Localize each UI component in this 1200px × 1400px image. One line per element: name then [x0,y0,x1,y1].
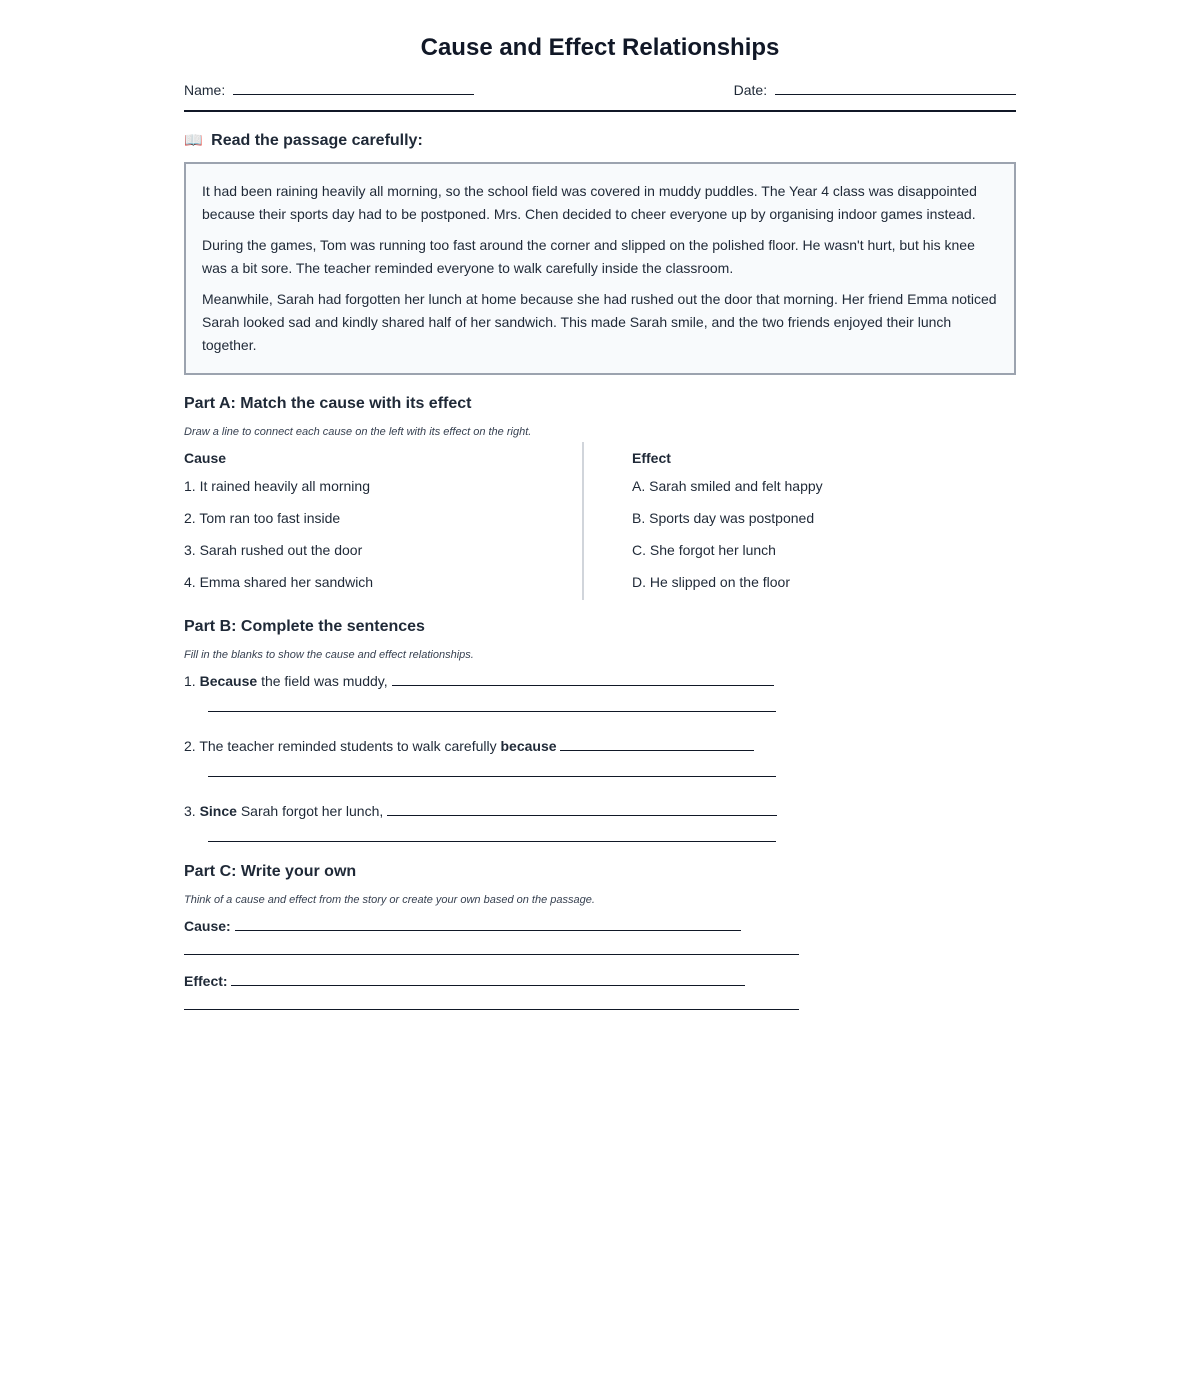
sentence-text [184,801,1016,821]
sentence-stem: the field was muddy, [261,673,388,689]
effect-item[interactable]: C. She forgot her lunch [632,542,776,558]
name-date-row [184,78,1016,112]
effect-item[interactable]: B. Sports day was postponed [632,510,815,526]
cause-item[interactable]: 4. Emma shared her sandwich [184,574,374,590]
passage-paragraph: Meanwhile, Sarah had forgotten her lunch at home because she had rushed out the door that morning. Her friend Emma noticed Sarah looked sad and kindly shared half of her sandwich. This made Sarah smile, and the two friends enjoyed their lunch together. [202,291,997,353]
cause-write-row [184,916,1016,936]
sentence-item-3 [184,801,1016,842]
part-b-instructions: Fill in the blanks to show the cause and effect relationships. [184,649,474,661]
sentence-blank[interactable] [560,736,754,751]
sentence-blank[interactable] [387,801,777,816]
sentence-connective: because [500,738,557,754]
sentence-stem: The teacher reminded students to walk carefully [199,738,497,754]
cause-column [184,442,584,600]
passage-box [184,162,1016,375]
name-field[interactable] [184,78,474,100]
effect-write-label: Effect: [184,973,228,989]
sentence-text [184,671,1016,691]
part-a-heading: Part A: Match the cause with its effect [184,395,472,412]
name-label: Name: [184,82,226,98]
date-label: Date: [733,82,768,98]
sentence-connective: Since [199,803,237,819]
part-c-instructions: Think of a cause and effect from the story or create your own based on the passage. [184,894,595,906]
sentence-number: 2. [184,738,196,754]
name-blank[interactable] [233,78,474,95]
answer-line[interactable] [208,841,776,842]
cause-item[interactable]: 3. Sarah rushed out the door [184,542,363,558]
sentence-stem: Sarah forgot her lunch, [240,803,384,819]
cause-write-blank[interactable] [235,916,741,931]
worksheet [184,0,1016,1010]
effect-header: Effect [632,450,671,466]
answer-line[interactable] [208,711,776,712]
effect-write-blank[interactable] [231,971,745,986]
sentence-blank[interactable] [392,671,774,686]
book-icon: 📖 [184,132,203,149]
answer-line[interactable] [208,776,776,777]
effect-write-line[interactable] [184,1009,799,1010]
cause-item[interactable]: 1. It rained heavily all morning [184,478,370,494]
read-heading [184,130,1016,152]
sentence-number: 3. [184,803,196,819]
read-heading-text: Read the passage carefully: [211,132,423,149]
matching-table [184,442,1016,600]
passage-paragraph: During the games, Tom was running too fast around the corner and slipped on the polished floor. He wasn't hurt, but his knee was a bit sore. The teacher reminded everyone to walk carefully inside the classroom. [202,237,975,276]
sentence-number: 1. [184,673,196,689]
cause-write-line[interactable] [184,954,799,955]
page-title: Cause and Effect Relationships [420,34,780,61]
date-blank[interactable] [775,78,1016,95]
cause-write-label: Cause: [184,918,231,934]
sentence-text [184,736,1016,756]
sentence-item-2 [184,736,1016,777]
part-c-heading: Part C: Write your own [184,863,357,880]
effect-item[interactable]: D. He slipped on the floor [632,574,790,590]
part-a-instructions: Draw a line to connect each cause on the left with its effect on the right. [184,426,532,438]
passage-paragraph: It had been raining heavily all morning, so the school field was covered in muddy puddles. The Year 4 class was disappointed because their sports day had to be postponed. Mrs. Chen decided to cheer everyone up by organising indoor games instead. [202,183,977,222]
effect-write-row [184,971,1016,991]
date-field[interactable] [734,78,1016,100]
sentence-connective: Because [199,673,258,689]
effect-column [584,442,1016,600]
cause-item[interactable]: 2. Tom ran too fast inside [184,510,341,526]
effect-item[interactable]: A. Sarah smiled and felt happy [632,478,823,494]
cause-header: Cause [184,450,227,466]
part-b-heading: Part B: Complete the sentences [184,618,425,635]
sentence-item-1 [184,671,1016,712]
